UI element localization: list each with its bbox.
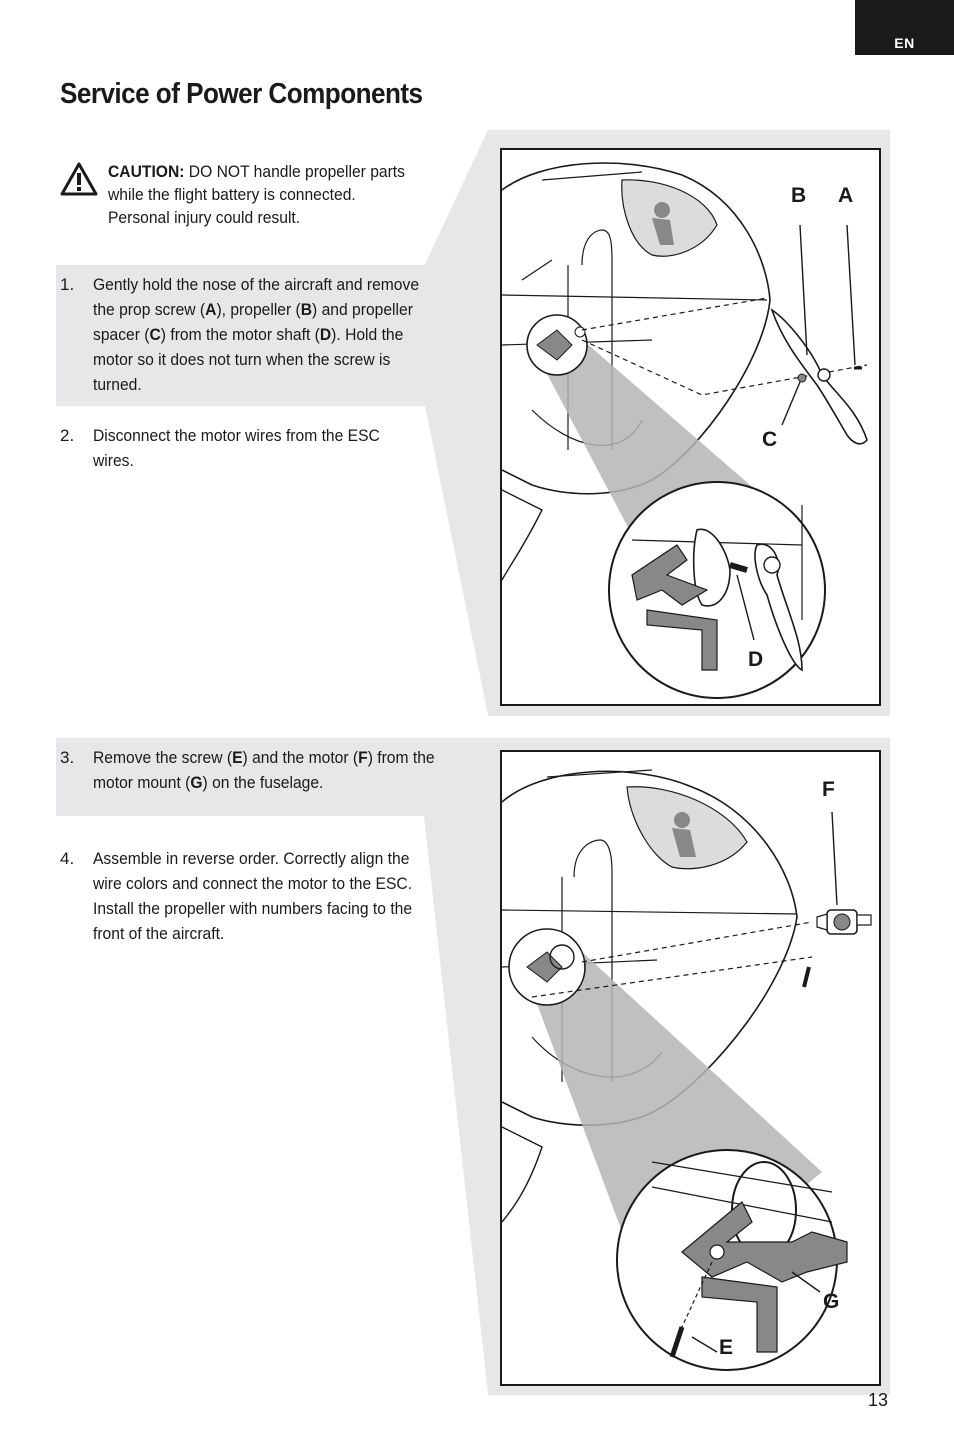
callout-a: A [838,184,854,207]
page-number: 13 [868,1390,889,1410]
caution-label: CAUTION: [108,162,185,181]
step-3 [60,745,470,795]
step-1 [60,272,470,397]
step-text: Assemble in reverse order. Correctly align the wire colors and connect the motor to the ESC. Install the propeller with numbers facing to the front of the aircraft. [93,849,413,943]
step-text: Disconnect the motor wires from the ESC wires. [93,426,380,470]
step-2 [60,423,440,473]
caution-body: DO NOT handle propeller parts while the flight battery is connected. Personal injury could result. [108,162,405,227]
step-number: 3. [60,748,75,767]
warning-triangle-icon [60,162,98,196]
propeller-removal-illustration [502,150,879,704]
step-text: Gently hold the nose of the aircraft and remove the prop screw (A), propeller (B) and propeller spacer (C) from the motor shaft (D). Hold the motor so it does not turn when the screw is turned. [93,275,420,394]
step-number: 1. [60,275,75,294]
callout-c: C [762,428,778,451]
figure-2-wedge [420,738,490,1398]
step-number: 4. [60,849,75,868]
callout-d: D [748,648,764,671]
step-number: 2. [60,426,75,445]
caution-text [108,160,413,229]
callout-f: F [822,778,835,801]
figure-1 [500,148,881,706]
callout-b: B [791,184,807,207]
page-title: Service of Power Components [60,78,423,110]
language-tab: EN [855,0,954,55]
callout-e: E [719,1336,734,1359]
step-text: Remove the screw (E) and the motor (F) from the motor mount (G) on the fuselage. [93,748,435,792]
step-4 [60,846,450,946]
caution-notice [60,160,440,229]
callout-g: G [823,1290,840,1313]
